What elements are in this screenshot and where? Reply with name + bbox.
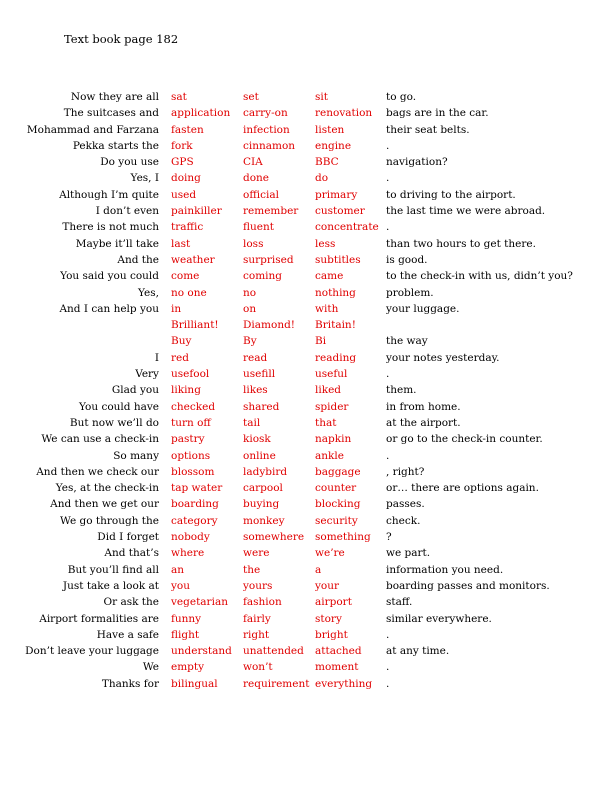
word-option-1[interactable]: turn off [171, 416, 211, 429]
word-option-2[interactable]: kiosk [243, 433, 271, 446]
word-option-3[interactable]: story [315, 612, 342, 625]
word-option-2[interactable]: on [243, 302, 257, 315]
word-option-3[interactable]: with [315, 302, 339, 315]
word-option-1[interactable]: liking [171, 384, 201, 397]
word-option-3[interactable]: napkin [315, 433, 352, 446]
sentence-start: Maybe it’ll take [75, 237, 159, 250]
word-option-2[interactable]: surprised [243, 253, 294, 266]
exercise-row [0, 89, 612, 105]
word-option-1[interactable]: sat [171, 91, 187, 103]
sentence-start: Airport formalities are [39, 612, 159, 625]
exercise-row [0, 122, 612, 138]
word-option-2[interactable]: right [243, 628, 270, 641]
sentence-end: boarding passes and monitors. [386, 579, 550, 592]
word-option-2[interactable]: yours [243, 579, 273, 592]
word-option-2[interactable]: coming [243, 270, 283, 283]
sentence-end: the last time we were abroad. [386, 205, 546, 218]
sentence-start: We can use a check-in [41, 433, 159, 446]
sentence-end: than two hours to get there. [386, 237, 536, 250]
sentence-start: Glad you [111, 384, 159, 397]
word-option-2[interactable]: were [243, 547, 270, 560]
word-option-2[interactable]: fairly [243, 612, 271, 625]
exercise-row [0, 545, 612, 561]
word-option-3[interactable]: listen [315, 123, 345, 136]
word-option-1[interactable]: no one [171, 286, 207, 299]
word-option-3[interactable]: attached [315, 645, 362, 658]
word-option-1[interactable]: application [171, 107, 231, 120]
exercise-row [0, 105, 612, 121]
word-option-1[interactable]: empty [171, 661, 205, 674]
word-option-1[interactable]: come [171, 270, 200, 283]
exercise-row [0, 562, 612, 578]
sentence-start: Now they are all [70, 91, 159, 103]
word-option-1[interactable]: checked [171, 400, 216, 413]
word-option-3[interactable]: spider [315, 400, 349, 413]
exercise-row [0, 611, 612, 627]
sentence-end: . [386, 172, 390, 185]
word-option-2[interactable]: likes [243, 384, 268, 397]
exercise-row [0, 317, 612, 333]
word-option-3[interactable]: everything [315, 677, 373, 690]
sentence-start: Have a safe [96, 628, 159, 641]
sentence-start: But now we’ll do [69, 416, 159, 429]
word-option-1[interactable]: painkiller [171, 205, 222, 218]
word-option-3[interactable]: engine [315, 139, 352, 152]
word-option-1[interactable]: bilingual [171, 677, 218, 690]
word-option-1[interactable]: Brilliant! [171, 319, 219, 332]
sentence-end: to go. [386, 91, 417, 103]
sentence-end: at any time. [386, 645, 450, 658]
word-option-3[interactable]: your [315, 579, 340, 592]
sentence-start: And then we get our [50, 498, 159, 511]
sentence-start: So many [113, 449, 159, 462]
word-option-1[interactable]: flight [171, 628, 200, 641]
word-option-3[interactable]: ankle [315, 449, 344, 462]
exercise-row [0, 268, 612, 284]
word-option-1[interactable]: category [171, 514, 218, 527]
sentence-start: Although I’m quite [59, 188, 159, 201]
word-option-1[interactable]: usefool [171, 368, 210, 381]
word-option-2[interactable]: the [243, 563, 261, 576]
word-option-1[interactable]: in [171, 302, 182, 315]
exercise-row [0, 464, 612, 480]
word-option-1[interactable]: boarding [171, 498, 219, 511]
word-option-2[interactable]: requirement [243, 677, 310, 690]
exercise-row [0, 643, 612, 659]
exercise-row [0, 529, 612, 545]
exercise-row [0, 219, 612, 235]
sentence-end: to the check-in with us, didn’t you? [386, 270, 573, 283]
word-option-3[interactable]: airport [315, 596, 352, 609]
word-option-3[interactable]: security [315, 514, 358, 527]
sentence-end: . [386, 661, 390, 674]
exercise-row [0, 285, 612, 301]
exercise-list [0, 89, 612, 692]
word-option-2[interactable]: ladybird [243, 465, 288, 478]
exercise-row [0, 659, 612, 675]
sentence-end: your luggage. [386, 302, 460, 315]
word-option-3[interactable]: came [315, 270, 344, 283]
sentence-end: at the airport. [386, 416, 461, 429]
word-option-3[interactable]: less [315, 237, 336, 250]
word-option-1[interactable]: understand [171, 645, 232, 658]
sentence-start: The suitcases and [63, 107, 159, 120]
sentence-end: . [386, 449, 390, 462]
word-option-1[interactable]: tap water [171, 482, 223, 495]
sentence-end: ? [386, 531, 392, 544]
sentence-end: we part. [386, 547, 431, 560]
sentence-start: Yes, [138, 286, 159, 299]
word-option-3[interactable]: blocking [315, 498, 361, 511]
word-option-2[interactable]: monkey [243, 514, 285, 527]
sentence-end: is good. [386, 253, 428, 266]
word-option-1[interactable]: you [171, 579, 191, 592]
word-option-2[interactable]: read [243, 351, 268, 364]
exercise-row [0, 578, 612, 594]
word-option-3[interactable]: subtitles [315, 253, 361, 266]
sentence-end: or… there are options again. [386, 482, 539, 495]
word-option-1[interactable]: last [171, 237, 191, 250]
sentence-start: And then we check our [36, 465, 159, 478]
word-option-3[interactable]: baggage [315, 465, 361, 478]
exercise-row [0, 415, 612, 431]
word-option-2[interactable]: Diamond! [243, 319, 296, 332]
word-option-3[interactable]: sit [315, 91, 328, 103]
word-option-3[interactable]: that [315, 416, 337, 429]
sentence-end: your notes yesterday. [386, 351, 500, 364]
word-option-1[interactable]: doing [171, 172, 201, 185]
exercise-row [0, 301, 612, 317]
sentence-end: their seat belts. [386, 123, 470, 136]
word-option-3[interactable]: a [315, 563, 322, 576]
word-option-2[interactable]: loss [243, 237, 264, 250]
exercise-row [0, 480, 612, 496]
sentence-end: passes. [386, 498, 425, 511]
exercise-row [0, 187, 612, 203]
word-option-1[interactable]: fork [171, 139, 193, 152]
sentence-end: them. [386, 384, 417, 397]
word-option-2[interactable]: online [243, 449, 276, 462]
sentence-start: Or ask the [103, 596, 159, 609]
word-option-2[interactable]: somewhere [243, 531, 305, 544]
sentence-start: You could have [79, 400, 159, 413]
exercise-row [0, 513, 612, 529]
sentence-start: You said you could [60, 270, 159, 283]
sentence-end: to driving to the airport. [386, 188, 516, 201]
sentence-end: in from home. [386, 400, 461, 413]
word-option-2[interactable]: shared [243, 400, 280, 413]
sentence-start: We [142, 661, 159, 674]
word-option-2[interactable]: carpool [243, 482, 283, 495]
exercise-row [0, 236, 612, 252]
word-option-1[interactable]: vegetarian [171, 596, 228, 609]
word-option-1[interactable]: red [171, 351, 189, 364]
sentence-start: And that’s [104, 547, 159, 560]
sentence-end: . [386, 628, 390, 641]
sentence-start: Did I forget [97, 531, 159, 544]
sentence-end: or go to the check-in counter. [386, 433, 543, 446]
word-option-3[interactable]: reading [315, 351, 357, 364]
word-option-2[interactable]: fluent [243, 221, 274, 234]
exercise-row [0, 627, 612, 643]
word-option-3[interactable]: counter [315, 482, 357, 495]
exercise-row [0, 252, 612, 268]
word-option-2[interactable]: set [243, 91, 259, 103]
sentence-start: Do you use [100, 156, 159, 169]
word-option-3[interactable]: renovation [315, 107, 373, 120]
word-option-2[interactable]: fashion [243, 596, 282, 609]
exercise-row [0, 431, 612, 447]
word-option-1[interactable]: GPS [171, 156, 194, 169]
sentence-end: . [386, 368, 390, 381]
word-option-1[interactable]: nobody [171, 531, 210, 544]
word-option-2[interactable]: won’t [243, 661, 273, 674]
sentence-end: . [386, 677, 390, 690]
sentence-end: . [386, 139, 390, 152]
sentence-start: And the [117, 253, 159, 266]
sentence-start: Mohammad and Farzana [26, 123, 159, 136]
word-option-2[interactable]: infection [243, 123, 290, 136]
word-option-2[interactable]: no [243, 286, 257, 299]
sentence-start: I [154, 351, 159, 364]
sentence-start: Don’t leave your luggage [25, 645, 159, 658]
exercise-row [0, 333, 612, 349]
word-option-3[interactable]: bright [315, 628, 348, 641]
sentence-end: , right? [386, 465, 425, 478]
word-option-2[interactable]: official [243, 188, 279, 201]
word-option-2[interactable]: cinnamon [243, 139, 296, 152]
sentence-start: Very [135, 368, 159, 381]
exercise-row [0, 350, 612, 366]
sentence-start: And I can help you [59, 302, 159, 315]
word-option-3[interactable]: liked [315, 384, 342, 397]
word-option-2[interactable]: By [243, 335, 257, 348]
word-option-3[interactable]: we’re [315, 547, 345, 560]
sentence-end: check. [386, 514, 421, 527]
word-option-1[interactable]: options [171, 449, 211, 462]
word-option-2[interactable]: done [243, 172, 270, 185]
exercise-row [0, 399, 612, 415]
sentence-start: Yes, I [130, 172, 159, 185]
word-option-3[interactable]: Bi [315, 335, 327, 348]
sentence-start: There is not much [62, 221, 159, 234]
word-option-2[interactable]: carry-on [243, 107, 288, 120]
word-option-1[interactable]: weather [171, 253, 215, 266]
exercise-row [0, 382, 612, 398]
word-option-2[interactable]: buying [243, 498, 280, 511]
sentence-end: problem. [386, 286, 434, 299]
word-option-3[interactable]: BBC [315, 156, 339, 169]
word-option-1[interactable]: fasten [171, 123, 204, 136]
word-option-3[interactable]: customer [315, 205, 365, 218]
word-option-3[interactable]: something [315, 531, 371, 544]
exercise-row [0, 594, 612, 610]
word-option-1[interactable]: pastry [171, 433, 205, 446]
sentence-end: . [386, 221, 390, 234]
word-option-1[interactable]: where [171, 547, 205, 560]
exercise-row [0, 203, 612, 219]
exercise-row [0, 676, 612, 692]
sentence-start: But you’ll find all [67, 563, 159, 576]
exercise-row [0, 154, 612, 170]
sentence-start: We go through the [60, 514, 159, 527]
sentence-end: staff. [386, 596, 413, 609]
word-option-2[interactable]: usefill [243, 368, 276, 381]
word-option-1[interactable]: blossom [171, 465, 215, 478]
word-option-2[interactable]: tail [243, 416, 261, 429]
word-option-1[interactable]: traffic [171, 221, 204, 234]
word-option-3[interactable]: useful [315, 368, 348, 381]
sentence-start: Just take a look at [62, 579, 159, 592]
word-option-3[interactable]: nothing [315, 286, 356, 299]
word-option-2[interactable]: CIA [243, 156, 263, 169]
word-option-1[interactable]: used [171, 188, 197, 201]
sentence-end: the way [386, 335, 428, 348]
sentence-start: Thanks for [101, 677, 159, 690]
sentence-end: navigation? [386, 156, 448, 169]
sentence-end: bags are in the car. [386, 107, 489, 120]
word-option-3[interactable]: moment [315, 661, 359, 674]
word-option-2[interactable]: remember [243, 205, 299, 218]
word-option-1[interactable]: an [171, 563, 185, 576]
sentence-end: similar everywhere. [386, 612, 492, 625]
word-option-3[interactable]: primary [315, 188, 358, 201]
word-option-3[interactable]: Britain! [315, 319, 356, 332]
exercise-row [0, 496, 612, 512]
word-option-3[interactable]: concentrate [315, 221, 379, 234]
word-option-3[interactable]: do [315, 172, 329, 185]
word-option-1[interactable]: funny [171, 612, 202, 625]
exercise-row [0, 366, 612, 382]
page-title: Text book page 182 [64, 32, 179, 46]
exercise-row [0, 448, 612, 464]
exercise-row [0, 170, 612, 186]
word-option-1[interactable]: Buy [171, 335, 192, 348]
sentence-start: Yes, at the check-in [55, 482, 159, 495]
sentence-start: I don’t even [95, 205, 159, 218]
sentence-start: Pekka starts the [72, 139, 159, 152]
sentence-end: information you need. [386, 563, 504, 576]
exercise-row [0, 138, 612, 154]
word-option-2[interactable]: unattended [243, 645, 304, 658]
